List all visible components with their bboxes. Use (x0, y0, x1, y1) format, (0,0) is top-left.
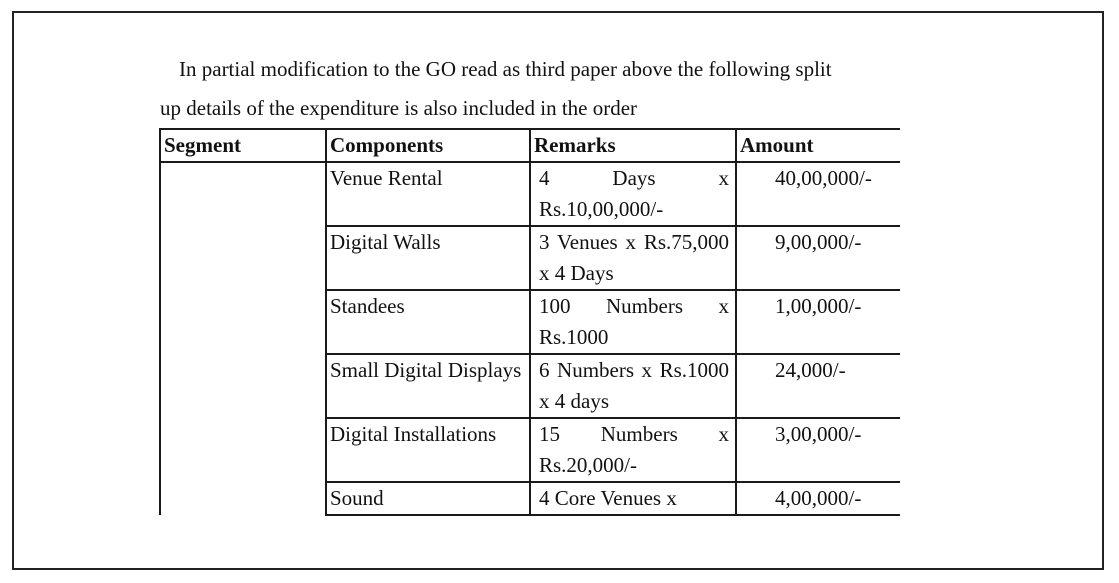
component-cell: Digital Installations (326, 418, 530, 482)
table-row (160, 162, 900, 226)
remarks-cell: 100 Numbers x Rs.1000 (530, 290, 736, 354)
paragraph-line-1: In partial modification to the GO read as third paper above the following split (179, 57, 832, 81)
header-components: Components (326, 129, 530, 162)
remarks-cell: 15 Numbers x Rs.20,000/- (530, 418, 736, 482)
remarks-cell: 3 Venues x Rs.75,000 x 4 Days (530, 226, 736, 290)
amount-cell: 9,00,000/- (736, 226, 900, 290)
amount-cell: 3,00,000/- (736, 418, 900, 482)
remarks-cell: 4 Core Venues x (530, 482, 736, 515)
component-cell: Standees (326, 290, 530, 354)
segment-cell (160, 162, 326, 515)
table-header-row (160, 129, 900, 162)
component-cell: Digital Walls (326, 226, 530, 290)
component-cell: Venue Rental (326, 162, 530, 226)
expenditure-table-viewport (159, 128, 900, 524)
remarks-cell: 6 Numbers x Rs.1000 x 4 days (530, 354, 736, 418)
amount-cell: 40,00,000/- (736, 162, 900, 226)
expenditure-table (159, 128, 900, 516)
amount-cell: 4,00,000/- (736, 482, 900, 515)
amount-cell: 1,00,000/- (736, 290, 900, 354)
header-amount: Amount (736, 129, 900, 162)
remarks-cell: 4 Days x Rs.10,00,000/- (530, 162, 736, 226)
component-cell: Small Digital Displays (326, 354, 530, 418)
header-segment: Segment (160, 129, 326, 162)
paragraph-line-2: up details of the expenditure is also included in the order (160, 96, 638, 120)
component-cell: Sound (326, 482, 530, 515)
amount-cell: 24,000/- (736, 354, 900, 418)
header-remarks: Remarks (530, 129, 736, 162)
